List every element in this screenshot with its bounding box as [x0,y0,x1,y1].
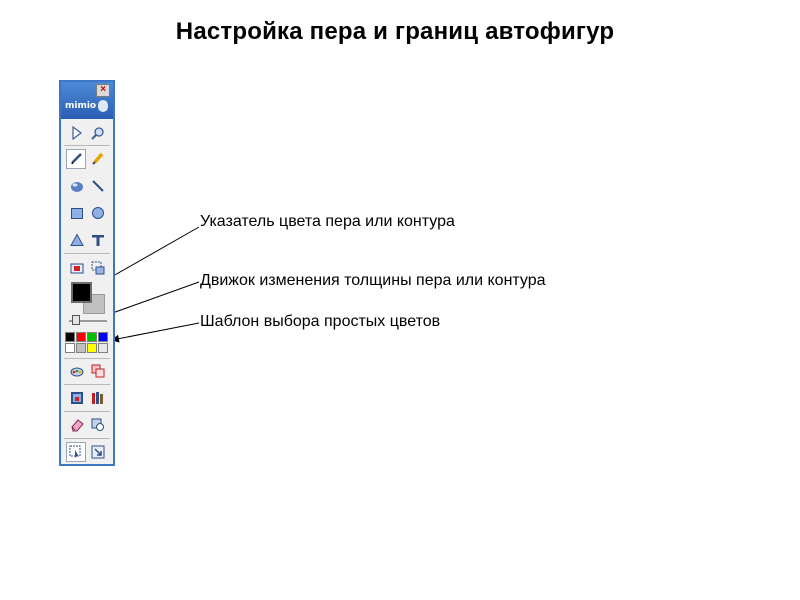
toolbar-header [61,82,113,119]
ellipse-icon[interactable] [88,203,108,223]
area-capture-icon[interactable] [88,258,108,278]
palette-color-swatch[interactable] [65,332,75,342]
mimio-logo: mimio [65,101,97,111]
mimio-toolbar [59,80,115,466]
palette-color-swatch[interactable] [65,343,75,353]
palette-color-swatch[interactable] [87,332,97,342]
separator [64,411,110,412]
text-icon[interactable] [88,230,108,250]
palette-color-swatch[interactable] [76,343,86,353]
zoom-icon[interactable] [88,123,108,143]
separator [64,253,110,254]
pen-color-indicator[interactable] [71,282,92,303]
mimio-logo-icon [98,100,108,112]
separator [64,358,110,359]
layers-icon[interactable] [88,361,108,381]
palette-annotation: Шаблон выбора простых цветов [200,313,441,330]
color-fill-icon[interactable] [67,361,87,381]
thickness-slider-handle[interactable] [72,315,80,325]
select-arrow-icon[interactable] [67,123,87,143]
gallery-icon[interactable] [88,388,108,408]
slide-title: Настройка пера и границ автофигур [175,18,615,45]
palette-color-swatch[interactable] [76,332,86,342]
separator [64,145,110,146]
triangle-icon[interactable] [67,230,87,250]
sphere-icon[interactable] [67,176,87,196]
palette-color-swatch[interactable] [98,332,108,342]
palette-color-swatch[interactable] [87,343,97,353]
separator [64,384,110,385]
line-icon[interactable] [88,176,108,196]
eraser-icon[interactable] [67,415,87,435]
highlighter-icon[interactable] [88,149,108,169]
move-region-icon[interactable] [88,442,108,462]
palette-arrow [112,323,199,340]
image-icon[interactable] [67,388,87,408]
select-region-icon[interactable] [66,442,86,462]
rectangle-icon[interactable] [67,203,87,223]
recognize-icon[interactable] [88,415,108,435]
pen-color-annotation: Указатель цвета пера или контура [200,213,455,230]
screen-capture-icon[interactable] [67,258,87,278]
pen-icon[interactable] [66,149,86,169]
close-button[interactable]: × [96,84,110,97]
palette-color-swatch[interactable] [98,343,108,353]
separator [64,438,110,439]
thickness-slider-annotation: Движок изменения толщины пера или контура [200,272,546,289]
